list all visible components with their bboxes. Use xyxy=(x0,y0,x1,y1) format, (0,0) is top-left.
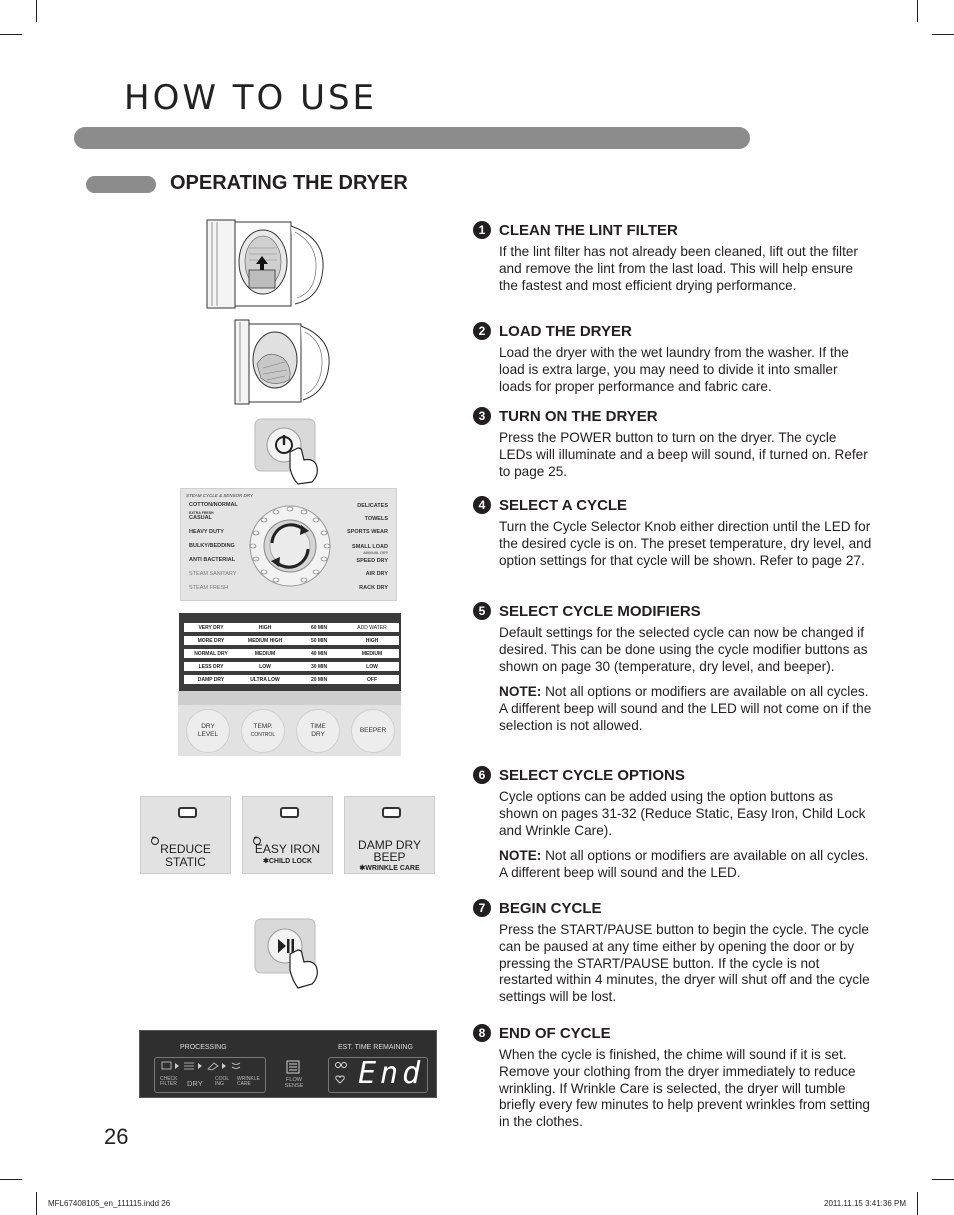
footer-file: MFL67408105_en_111115.indd 26 xyxy=(48,1199,171,1208)
grid-cell: MEDIUM HIGH xyxy=(238,636,292,645)
step-number: 5 xyxy=(473,602,491,620)
cycle-label: SPEED DRY xyxy=(356,558,388,564)
note-text: Not all options or modifiers are available on all cycles. A different beep will sound and the LED will not come on if the selection is not allowed. xyxy=(499,684,872,733)
step-number: 8 xyxy=(473,1024,491,1042)
step-3 xyxy=(473,407,873,480)
step-body: Turn the Cycle Selector Knob either direction until the LED for the desired cycle is on. The preset temperature, dry level, and option settings for that cycle will be shown. Refer to page 27. xyxy=(499,519,872,568)
grid-cell: VERY DRY xyxy=(184,623,238,632)
step-title: SELECT CYCLE MODIFIERS xyxy=(499,602,701,620)
step-body: If the lint filter has not already been cleaned, lift out the filter and remove the lint from the last load. This will help ensure the fastest and most efficient drying performance. xyxy=(499,244,858,293)
grid-cell: LOW xyxy=(345,662,399,671)
led-indicator xyxy=(178,807,197,818)
section-title: OPERATING THE DRYER xyxy=(170,172,408,194)
grid-cell: DAMP DRY xyxy=(184,675,238,684)
step-title: CLEAN THE LINT FILTER xyxy=(499,221,678,239)
step-body: When the cycle is finished, the chime will sound if it is set. Remove your clothing from the dryer immediately to reduce wrinkling. If Wrinkle Care is selected, the dryer will tumble briefly every few minutes to help prevent wrinkles from setting in the clothes. xyxy=(499,1047,870,1130)
end-display-panel xyxy=(139,1030,437,1098)
step-5 xyxy=(473,602,873,735)
step-title: TURN ON THE DRYER xyxy=(499,407,658,425)
dry-level-button xyxy=(186,709,230,753)
option-sublabel: ✱CHILD LOCK xyxy=(262,858,313,865)
temp-control-button xyxy=(241,709,285,753)
grid-cell: MORE DRY xyxy=(184,636,238,645)
grid-cell: 60 MIN xyxy=(292,623,346,632)
crop-mark xyxy=(0,34,22,35)
cycle-label: COTTON/NORMAL xyxy=(189,502,238,508)
crop-mark xyxy=(36,0,37,22)
step-body: Press the START/PAUSE button to begin the cycle. The cycle can be paused at any time either by opening the door or by pressing the START/PAUSE button. If the cycle is not restarted within 4 minutes, the dryer will shut off and the cycle settings will be lost. xyxy=(499,922,870,1005)
step-1 xyxy=(473,221,873,294)
stage-icons xyxy=(160,1060,260,1072)
led-indicator xyxy=(280,807,299,818)
cycle-label: DELICATES xyxy=(357,503,388,509)
reduce-static-option xyxy=(140,796,231,874)
grid-cell: MEDIUM xyxy=(345,649,399,658)
page-title: HOW TO USE xyxy=(124,78,378,118)
stage-label: DRY xyxy=(187,1079,203,1088)
heart-icon xyxy=(335,1075,345,1084)
button-label: DRY xyxy=(311,731,325,738)
crop-mark xyxy=(0,1179,22,1180)
cycle-label: RACK DRY xyxy=(359,585,388,591)
processing-label: PROCESSING xyxy=(180,1044,227,1051)
step-body: Cycle options can be added using the option buttons as shown on pages 31-32 (Reduce Static, Easy Iron, Child Lock and Wrinkle Care). xyxy=(499,789,866,838)
power-button-illustration xyxy=(254,418,326,486)
step-body: Load the dryer with the wet laundry from the washer. If the load is extra large, you may need to divide it into smaller loads for proper performance and fabric care. xyxy=(499,345,849,394)
grid-cell: LOW xyxy=(238,662,292,671)
title-bar xyxy=(74,127,750,149)
modifier-strip xyxy=(178,691,401,705)
step-note xyxy=(499,684,873,734)
easy-iron-option xyxy=(242,796,333,874)
grid-cell: LESS DRY xyxy=(184,662,238,671)
grid-cell: ADD WATER xyxy=(345,623,399,632)
page-number: 26 xyxy=(104,1124,129,1149)
cycle-label: AIR DRY xyxy=(365,571,388,577)
option-label: BEEP xyxy=(373,850,406,864)
stage-label: WRINKLE CARE xyxy=(237,1076,260,1087)
grid-cell: 40 MIN xyxy=(292,649,346,658)
beeper-button xyxy=(351,709,395,753)
stage-label: CHECK FILTER xyxy=(160,1076,178,1087)
button-label: TIME xyxy=(310,723,326,730)
stage-label: COOL ING xyxy=(215,1076,229,1087)
note-text: Not all options or modifiers are available on all cycles. A different beep will sound and the LED. xyxy=(499,848,869,881)
dryer-load-illustration xyxy=(233,318,333,406)
option-label: EASY IRON xyxy=(254,842,321,856)
led-indicator xyxy=(382,807,401,818)
button-label: BEEPER xyxy=(359,727,387,734)
footer-timestamp: 2011.11.15 3:41:36 PM xyxy=(824,1199,906,1208)
grid-cell: MEDIUM xyxy=(238,649,292,658)
grid-cell: HIGH xyxy=(238,623,292,632)
button-label: CONTROL xyxy=(250,732,276,738)
crop-mark xyxy=(917,1192,918,1215)
step-note xyxy=(499,848,873,882)
cycle-label: SPORTS WEAR xyxy=(347,529,388,535)
grid-cell: 20 MIN xyxy=(292,675,346,684)
crop-mark xyxy=(36,1192,37,1215)
step-number: 2 xyxy=(473,322,491,340)
step-title: SELECT A CYCLE xyxy=(499,496,628,514)
cycle-label: CASUAL xyxy=(189,515,212,521)
option-label: DAMP DRY xyxy=(358,838,421,852)
step-body: Press the POWER button to turn on the dryer. The cycle LEDs will illuminate and a beep will sound, if turned on. Refer to page 25. xyxy=(499,430,868,479)
option-label: REDUCE xyxy=(160,842,211,856)
button-label: TEMP. xyxy=(253,723,273,730)
end-readout: End xyxy=(358,1056,425,1091)
grid-cell: 50 MIN xyxy=(292,636,346,645)
step-body: Default settings for the selected cycle can now be changed if desired. This can be done using the cycle modifier buttons as shown on page 30 (temperature, dry level, and beeper). xyxy=(499,625,868,674)
modifier-grid-panel xyxy=(179,613,401,691)
grid-cell: 30 MIN xyxy=(292,662,346,671)
step-8 xyxy=(473,1024,873,1131)
cycle-label: MANUAL DRY xyxy=(363,551,388,555)
cycle-label: EXTRA FRESH xyxy=(189,511,214,515)
grid-cell: HIGH xyxy=(345,636,399,645)
step-number: 7 xyxy=(473,899,491,917)
cycle-label: STEAM SANITARY xyxy=(189,571,237,577)
step-title: LOAD THE DRYER xyxy=(499,322,632,340)
step-number: 3 xyxy=(473,407,491,425)
step-2 xyxy=(473,322,873,395)
est-time-label: EST. TIME REMAINING xyxy=(338,1044,413,1051)
step-4 xyxy=(473,496,873,569)
grid-cell: ULTRA LOW xyxy=(238,675,292,684)
step-number: 4 xyxy=(473,496,491,514)
note-label: NOTE: xyxy=(499,684,542,700)
start-pause-button-illustration xyxy=(254,918,326,994)
button-label: LEVEL xyxy=(197,731,219,738)
option-label: STATIC xyxy=(165,855,206,869)
grid-cell: NORMAL DRY xyxy=(184,649,238,658)
cycle-label: SMALL LOAD xyxy=(352,544,388,550)
cycle-label: BULKY/BEDDING xyxy=(189,543,235,549)
cycle-label: STEAM FRESH xyxy=(189,585,229,591)
dial-header: STEAM CYCLE & SENSOR DRY xyxy=(186,493,253,498)
cycle-label: ANTI BACTERIAL xyxy=(189,557,236,563)
crop-mark xyxy=(932,1179,954,1180)
step-title: BEGIN CYCLE xyxy=(499,899,602,917)
flow-sense-icon xyxy=(286,1060,300,1074)
grid-cell: OFF xyxy=(345,675,399,684)
button-label: DRY xyxy=(201,723,215,730)
option-sublabel: ✱WRINKLE CARE xyxy=(359,865,420,872)
step-7 xyxy=(473,899,873,1006)
step-number: 1 xyxy=(473,221,491,239)
steam-icon xyxy=(334,1061,348,1069)
cycle-label: TOWELS xyxy=(364,516,388,522)
crop-mark xyxy=(917,0,918,22)
section-marker xyxy=(86,176,156,193)
step-number: 6 xyxy=(473,766,491,784)
cycle-selector-panel xyxy=(180,488,397,601)
cycle-selector-knob xyxy=(247,503,333,589)
time-dry-button xyxy=(296,709,340,753)
damp-dry-beep-option xyxy=(344,796,435,874)
crop-mark xyxy=(932,34,954,35)
step-title: END OF CYCLE xyxy=(499,1024,611,1042)
step-title: SELECT CYCLE OPTIONS xyxy=(499,766,685,784)
note-label: NOTE: xyxy=(499,848,542,864)
dryer-lint-filter-illustration xyxy=(205,218,330,310)
modifier-buttons-panel xyxy=(178,691,401,756)
flow-sense-label: FLOW SENSE xyxy=(284,1077,304,1089)
cycle-label: HEAVY DUTY xyxy=(189,529,224,535)
step-6 xyxy=(473,766,873,882)
